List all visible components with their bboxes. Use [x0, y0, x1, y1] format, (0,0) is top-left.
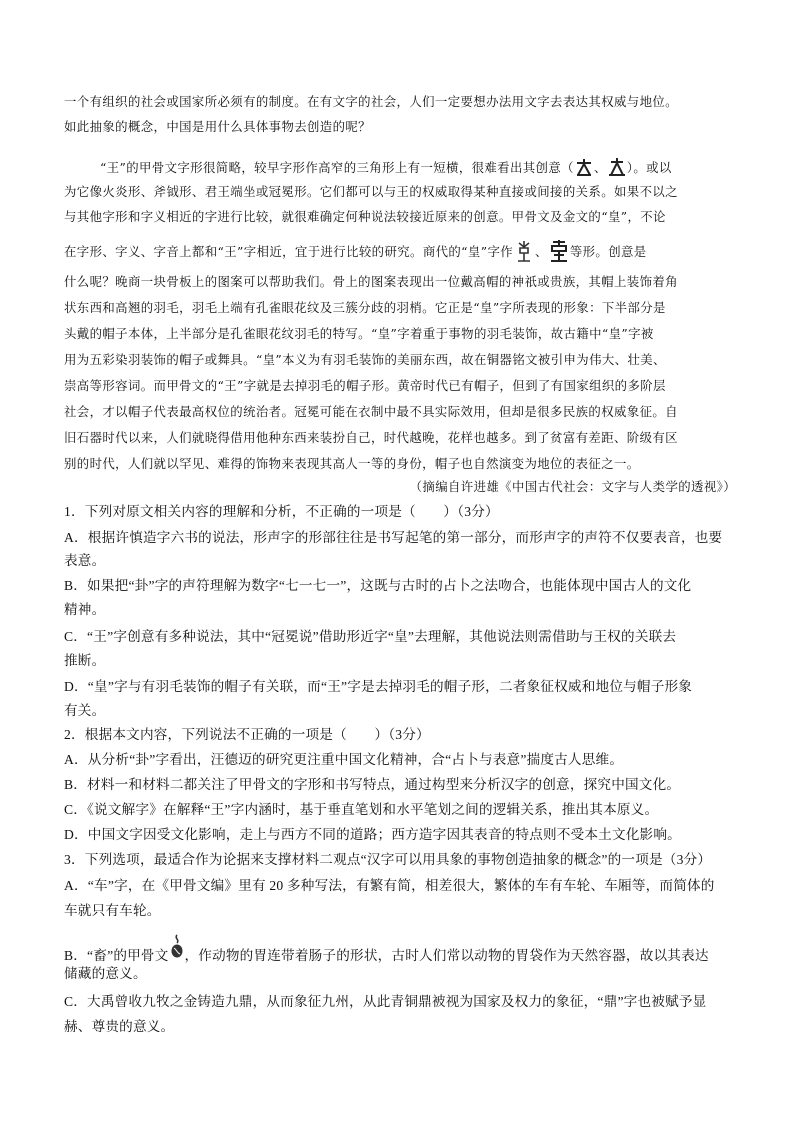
- text-segment: 、: [535, 244, 548, 259]
- q2-option-d: D．中国文字因受文化影响，走上与西方不同的道路；西方造字因其表音的特点则不受本土文化影响。: [64, 827, 681, 842]
- oracle-xu-glyph: [169, 934, 185, 964]
- q3-option-c: C．大禹曾收九牧之金铸造九鼎，从而象征九州，从此青铜鼎被视为国家及权力的象征，“鼎”字也被赋予显: [64, 994, 707, 1009]
- passage-line: 用为五彩染羽装饰的帽子或舞具。“皇”本义为有羽毛装饰的美丽东西，故在铜器铭文被引申为伟大、壮美、: [64, 352, 666, 367]
- oracle-huang-glyph-1: [513, 239, 535, 266]
- passage-line: 如此抽象的概念，中国是用什么具体事物去创造的呢？: [64, 119, 371, 134]
- q3-option-b-cont: 储藏的意义。: [64, 966, 147, 981]
- question-3-stem: 3．下列选项，最适合作为论据来支撑材料二观点“汉字可以用具象的事物创造抽象的概念”的一项是（3分）: [64, 852, 712, 867]
- question-2-stem: 2．根据本文内容，下列说法不正确的一项是（ ）（3分）: [64, 727, 430, 742]
- passage-line: 社会，才以帽子代表最高权位的统治者。冠冕可能在衣制中最不具实际效用，但却是很多民族的权威象征。自: [64, 404, 678, 419]
- text-segment: B．“畜”的甲骨文: [64, 948, 169, 963]
- q3-option-c-cont: 赫、尊贵的意义。: [64, 1019, 175, 1034]
- passage-line: 状东西和高翘的羽毛，羽毛上端有孔雀眼花纹及三簇分歧的羽梢。它正是“皇”字所表现的形象：下半部分是: [64, 300, 666, 315]
- q1-option-c-cont: 推断。: [64, 653, 106, 668]
- q1-option-d: D．“皇”字与有羽毛装饰的帽子有关联，而“王”字是去掉羽毛的帽子形，二者象征权威和地位与帽子形象: [64, 679, 693, 694]
- q1-option-a: A．根据许慎造字六书的说法，形声字的形部往往是书写起笔的第一部分，而形声字的声符不仅要表音，也要: [64, 530, 723, 545]
- passage-line: 什么呢？晚商一块骨板上的图案可以帮助我们。骨上的图案表现出一位戴高帽的神祇或贵族，其帽上装饰着角: [64, 274, 678, 289]
- passage-line: 别的时代，人们就以罕见、难得的饰物来表现其高人一等的身份，帽子也自然演变为地位的表征之一。: [64, 456, 640, 471]
- oracle-wang-glyph-2: [607, 157, 627, 180]
- q1-option-b-cont: 精神。: [64, 602, 106, 617]
- passage-line: 旧石器时代以来，人们就晓得借用他种东西来装扮自己，时代越晚，花样也越多。到了贫富有差距、阶级有区: [64, 430, 678, 445]
- oracle-huang-glyph-2: [548, 239, 570, 266]
- q2-option-a: A．从分析“卦”字看出，汪德迈的研究更注重中国文化精神，合“占卜与表意”揣度古人思维。: [64, 752, 624, 767]
- text-segment: 等形。创意是: [569, 244, 647, 259]
- oracle-wang-glyph-1: [574, 157, 594, 180]
- question-1-stem: 1．下列对原文相关内容的理解和分析，不正确的一项是（ ）（3分）: [64, 504, 499, 519]
- text-segment: 、: [593, 160, 607, 175]
- passage-line: 头戴的帽子本体，上半部分是孔雀眼花纹羽毛的特写。“皇”字着重于事物的羽毛装饰，故古籍中“皇”字被: [64, 326, 654, 341]
- passage-line: [100, 157, 672, 180]
- q1-option-b: B．如果把“卦”字的声符理解为数字“七一七一”，这既与古时的占卜之法吻合，也能体现中国古人的文化: [64, 578, 692, 593]
- q3-option-a-cont: 车就只有车轮。: [64, 903, 161, 918]
- q3-option-b: [64, 934, 709, 964]
- text-segment: “王”的甲骨文字形很简略，较早字形作高窄的三角形上有一短横，很难看出其创意（: [100, 160, 574, 175]
- passage-line: 崇高等形容词。而甲骨文的“王”字就是去掉羽毛的帽子形。黄帝时代已有帽子，但到了有国家组织的多阶层: [64, 378, 666, 393]
- q1-option-a-cont: 表意。: [64, 553, 106, 568]
- passage-line: 为它像火炎形、斧钺形、君王端坐或冠冕形。它们都可以与王的权威取得某种直接或间接的关系。如果不以之: [64, 184, 678, 199]
- q2-option-b: B．材料一和材料二都关注了甲骨文的字形和书写特点，通过构型来分析汉字的创意，探究中国文化。: [64, 777, 681, 792]
- passage-line: [64, 239, 647, 266]
- passage-line: 与其他字形和字义相近的字进行比较，就很难确定何种说法较接近原来的创意。甲骨文及金文的“皇”，不论: [64, 209, 666, 224]
- passage-line: 一个有组织的社会或国家所必须有的制度。在有文字的社会，人们一定要想办法用文字去表达其权威与地位。: [64, 94, 678, 109]
- q1-option-d-cont: 有关。: [64, 703, 106, 718]
- text-segment: 在字形、字义、字音上都和“王”字相近，宜于进行比较的研究。商代的“皇”字作: [64, 244, 514, 259]
- q1-option-c: C．“王”字创意有多种说法，其中“冠冕说”借助形近字“皇”去理解，其他说法则需借助与王权的关联去: [64, 629, 677, 644]
- text-segment: ）。或以: [626, 160, 672, 175]
- source-citation: （摘编自许进雄《中国古代社会：文字与人类学的透视》）: [409, 479, 736, 494]
- text-segment: ，作动物的胃连带着肠子的形状，古时人们常以动物的胃袋作为天然容器，故以其表达: [184, 948, 709, 963]
- q3-option-a: A．“车”字，在《甲骨文编》里有 20 多种写法，有繁有简，相差很大，繁体的车有车轮、车厢等，而简体的: [64, 878, 715, 893]
- q2-option-c: C．《说文解字》在解释“王”字内涵时，基于垂直笔划和水平笔划之间的逻辑关系，推出其本原义。: [64, 802, 659, 817]
